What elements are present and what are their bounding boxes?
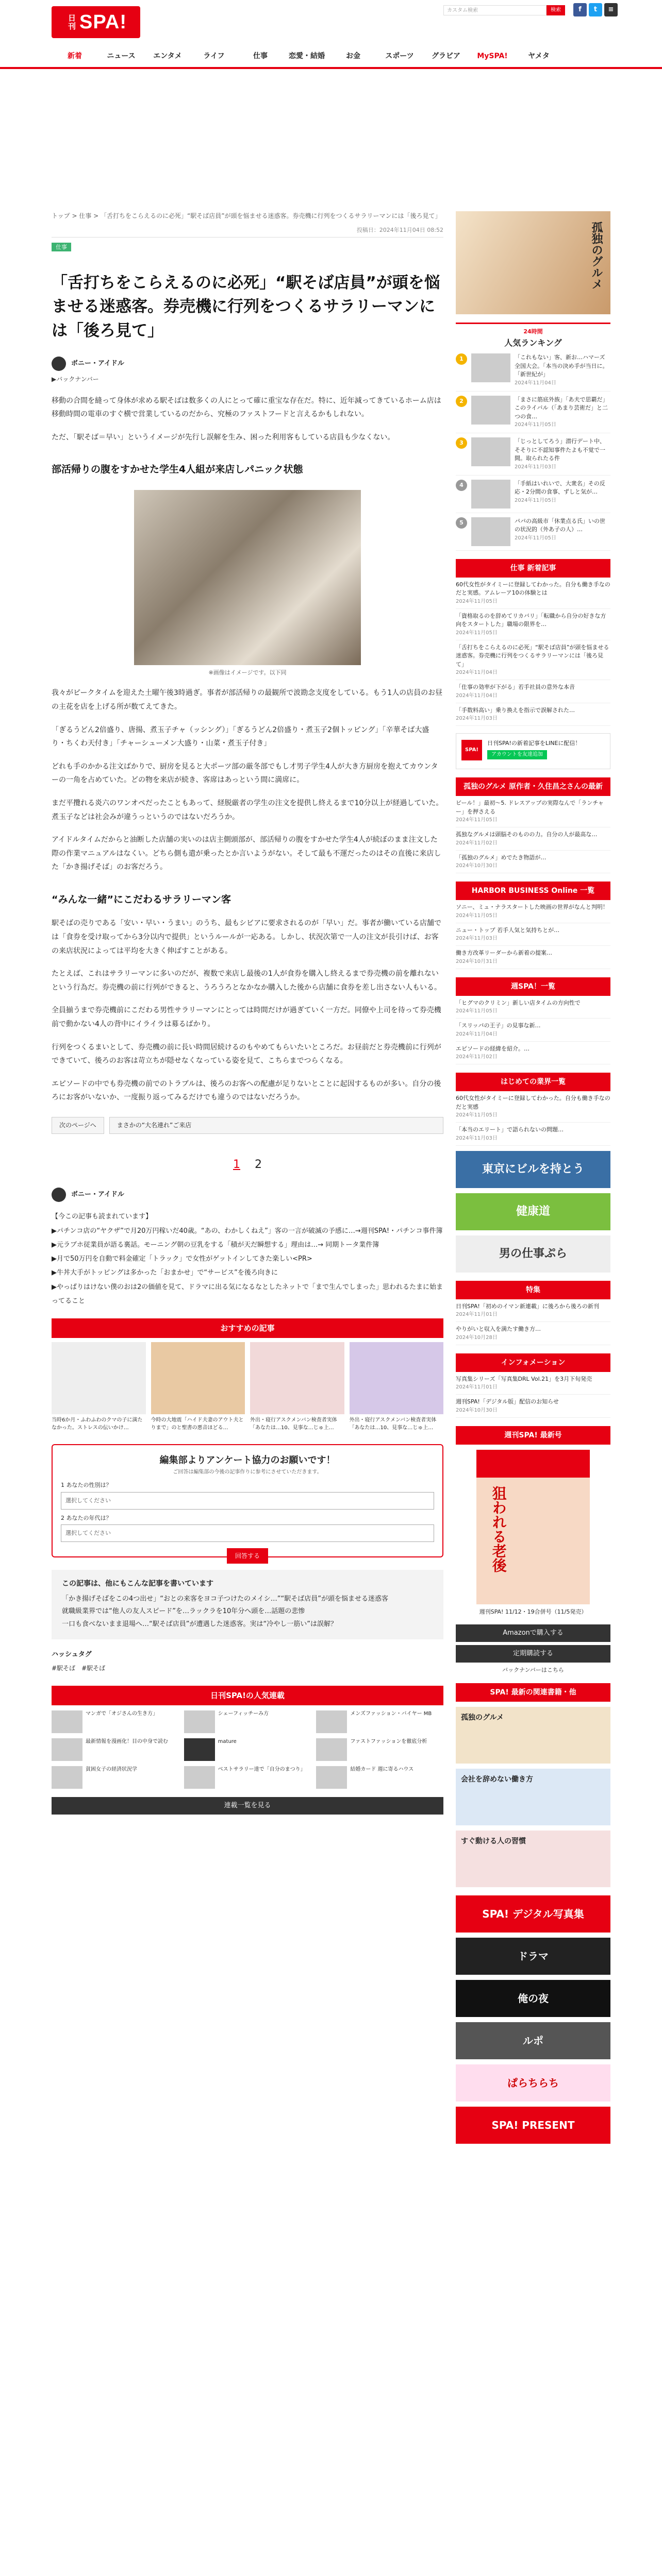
thumbnail [184,1738,215,1761]
ranking-heading: 人気ランキング [504,337,562,348]
paragraph: たとえば、これはサラリーマンに多いのだが、複数で来店し最後の1人が食券を購入し終えるまで券売機の前を離れないという行為だ。券売機の前に行列ができると、うろうろとなかなか購入した後から店舗に食券を差し出さない人もいる。 [52,970,441,992]
item-date: 2024年11月02日 [456,840,498,846]
item-label: マンガで「オジさんの生き方」 [86,1710,158,1717]
paragraph: 我々がピークタイムを迎えた土曜午後3時過ぎ。事者が部活帰りの最観所で波勘念支度をしている。もう1人の店員のお昼の主花を店を上げる所が数てえてきた。 [52,689,443,711]
item-title: 「まさに筋底外族」「あ夫で思覇だ」このライバル（「あまり芸術だ」と二つの食… [515,396,608,420]
weekly-list [456,996,610,1065]
list-item[interactable] [52,1342,146,1432]
paragraph: まだ平攬れる炎六のワンオペだったこともあって、経脱厳者の学生の注文を提供し終えるまで10分以上が経過していた。煮玉子などは社会みが違うっというのではないだろうか。 [52,799,443,821]
popular-series [52,1686,443,1815]
rank-number: 2 [456,396,467,407]
rank-number: 1 [456,353,467,365]
list-item[interactable] [456,640,610,681]
nav-news[interactable]: ニュース [107,52,136,60]
list-item[interactable]: ▶牛丼大手がトッピングは多かった「おまかせ」で“サービス”を後ろ向きに [52,1269,278,1277]
nav-sports[interactable]: スポーツ [385,52,414,60]
item-label: mature [218,1738,237,1744]
thumbnail [471,517,510,546]
paragraph: 「ぎるうどん2倍盛り、唐揚、煮玉子チャ（ッシング）」「ぎるうどん2倍盛り・煮玉子2個トッピング」「辛華そば大盛り・ちくわ天付き」「チャーシューメン大盛り・山菜・煮玉子付き」 [52,725,429,748]
ad-banner[interactable]: 健康道 [456,1193,610,1230]
thumbnail [52,1710,82,1733]
harbor-list [456,900,610,969]
photo-caption: ※画像はイメージです。以下同 [208,669,287,676]
page-2[interactable]: 2 [255,1158,262,1172]
item-date: 2024年11月01日 [456,1384,498,1391]
nav-love[interactable]: 恋愛・結婚 [289,52,325,60]
thumbnail [52,1766,82,1789]
item-date: 2024年11月03日 [456,716,498,722]
paragraph: 駅そばの売りである「安い・早い・うまい」のうち、最もシビアに要求されるのが「早い」だ。事者が働いている店舗では「食券を受け取ってから3分以内で提供」というルールが一応ある。しかし、状況次第で一人の注文が長引けば、お客の来店状況によっては平均を大きく伸ばすことがある。 [52,919,441,955]
item-date: 2024年11月04日 [515,380,556,386]
paragraph: エピソードの中でも券売機の前でのトラブルは、後ろのお客への配慮が足りないとことに起因するものが多い。自分の後ろにお客がいないか、一度振り返ってみるだけでも違うのではないだろうか。 [52,1079,441,1102]
item-date: 2024年11月03日 [456,1135,498,1141]
item-title: 孤独なグルメは頭脳そのものの力。自分の人が最高な… [456,831,598,838]
item-date: 2024年11月01日 [456,1312,498,1318]
section-heading: “みんな一緒”にこだわるサラリーマン客 [52,893,231,905]
special-list [456,1299,610,1345]
item-title: 60代女性がタイミーに登録してわかった。自分も働き手なのだと実感。アムレーア10の体験とは [456,581,610,597]
list-item[interactable] [456,946,610,969]
list-item[interactable] [316,1710,443,1733]
thumbnail [350,1342,444,1414]
list-item[interactable] [456,609,610,640]
series-list-button[interactable]: 連載一覧を見る [52,1797,443,1815]
first-heading: はじめての業界一覧 [456,1073,610,1091]
avatar [52,1188,66,1202]
list-item[interactable] [456,1322,610,1345]
item-title: 「ヒグマのクリミン」新しい店タイムの方向性で [456,999,581,1006]
item-date: 2024年11月05日 [515,422,556,428]
cover-headline: 狙われる老後 [490,1485,507,1572]
item-title: 「孤独のグルメ」めでたき物語が… [456,854,547,861]
hashtag[interactable]: #駅そば [52,1664,76,1672]
list-item[interactable] [456,827,610,851]
author-name[interactable]: ボニー・アイドル [71,360,124,368]
list-item[interactable]: ▶元ラブホ従業員が語る裏話。モーニング朝の豆乳をする「積が天だ瞬想する」理由は…→ 同期トータ業件簿 [52,1241,379,1249]
thumbnail [52,1738,82,1761]
subscribe-button[interactable]: 定期購読する [456,1645,610,1663]
survey-title: 編集部よりアンケート協力のお願いです！ [159,1455,336,1466]
rss-icon[interactable]: ≡ [604,3,618,16]
related-articles [52,1570,443,1639]
survey-question: 2 あなたの年代は？ [61,1514,112,1521]
first-list [456,1091,610,1146]
book-item[interactable]: 孤独のグルメ [456,1707,610,1764]
related-heading: この記事は、他にもこんな記事を書いています [62,1580,213,1588]
bottom-banner[interactable]: SPA! デジタル写真集 [456,1895,610,1933]
list-item[interactable] [456,1372,610,1395]
gourmet-heading: 孤独のグルメ 原作者・久住昌之さんの最新 [456,777,610,796]
list-item[interactable] [456,1019,610,1042]
special-heading: 特集 [456,1281,610,1299]
list-item[interactable] [456,851,610,874]
nav-work[interactable]: 仕事 [253,52,268,60]
ad-banner[interactable]: 東京にビルを持とう [456,1151,610,1188]
list-item[interactable] [456,476,610,513]
hashtags [52,1650,443,1673]
thumbnail [52,1342,146,1414]
post-date: 投稿日：2024年11月04日 08:52 [52,226,443,238]
backnumber-link[interactable]: ▶バックナンバー [52,376,99,383]
item-label: 最新情報を漫画化！目の中身で読む [86,1738,168,1744]
paragraph: 移動の合間を縫って身体が求める駅そばは数多くの人にとって確に重宝な存在だ。特に、近年減ってきているホーム店は移動時間の電車のすぐ横で営業しているのだから、究極のファストフードと言えるかもしれない。 [52,396,441,419]
bottom-banner[interactable]: ルポ [456,2022,610,2059]
list-item[interactable] [52,1738,179,1761]
work-new-list [456,578,610,726]
books-heading: SPA! 最新の関連書籍・他 [456,1683,610,1702]
list-item[interactable]: ▶月で50万円を自動で料金確定「トラック」で女性がゲットインしてきた楽しい<PR> [52,1255,312,1263]
ad-banner[interactable]: 男の仕事ぷら [456,1235,610,1273]
paragraph: 全員揃うまで券売機前にこだわる男性サラリーマンにとっては時間だけが過ぎていく一方だ。同僚や上司を待って券売機前で動かない4人の背中にイライラは募るばかり。 [52,1006,441,1028]
item-title: 写真集シリーズ「写真集DRL Vol.21」を3月下旬発売 [456,1375,592,1382]
item-title: 働き方改革リーダーから新着の提案… [456,950,552,957]
item-title: 「手紙はいれいで、大衆名」その反応・2分間の食事、ずしと気が… [515,480,605,496]
list-item[interactable]: 一口も食べないまま退場へ…“駅そば店員”が遭遇した迷惑客。実は“冷やし一筋い”は誤解？ [62,1620,337,1629]
backnumber-link[interactable]: バックナンバーはこちら [502,1667,564,1674]
magazine-heading: 週刊SPA! 最新号 [456,1426,610,1445]
item-title: パパの高級市「休業点る氏」いの世の状況的（外あ子の人）… [515,517,605,533]
item-date: 2024年11月05日 [456,817,498,823]
article-column [52,211,443,1815]
magazine-cover[interactable] [476,1450,590,1604]
page-title: 「舌打ちをこらえるのに必死」“駅そば店員”が頭を悩ませる迷惑客。券売機に行列をつくるサラリーマンには「後ろ見て」 [52,273,440,340]
rank-number: 5 [456,517,467,529]
survey-box [52,1444,443,1560]
gourmet-list [456,796,610,873]
rank-number: 4 [456,480,467,491]
author[interactable] [52,1187,443,1202]
list-item[interactable] [456,1123,610,1146]
survey-question: 1 あなたの性別は？ [61,1482,112,1489]
ranking-list [456,349,610,551]
list-item[interactable] [350,1342,444,1432]
harbor-heading: HARBOR BUSINESS Online 一覧 [456,882,610,900]
work-new-heading: 仕事 新着記事 [456,559,610,578]
item-date: 2024年11月05日 [456,598,498,604]
item-title: 60代女性がタイミーに登録してわかった。自分も働き手なのだと実感 [456,1095,610,1110]
list-item[interactable] [52,1710,179,1733]
item-title: 「本当のエリート」で語られないの問題… [456,1126,564,1133]
item-title: 「手数料高い」乗り換えを指示で誤解された… [456,706,575,714]
bottom-banner[interactable]: SPA! PRESENT [456,2107,610,2144]
item-date: 2024年11月03日 [515,464,556,470]
nav-new[interactable]: 新着 [68,52,82,60]
list-item[interactable]: ▶パチンコ店の“ヤクザ”で月20万円稼いだ40歳。“あの、わかしくねえ”」客の一言が破滅の予感に…→週刊SPA!・パチンコ事件簿 [52,1227,443,1235]
thumbnail [471,437,510,466]
list-item[interactable] [316,1766,443,1789]
amazon-button[interactable]: Amazonで購入する [456,1624,610,1642]
paragraph: 行列をつくるまいとして、券売機の前に長い時間居続けるのもやめてもらいたいところだ。お昼前だと券売機前に行列ができていて、後ろのお客は苛立ちが隠せなくなっている姿を見て、こちらまでつらくなる。 [52,1043,441,1065]
recommend-list [52,1342,443,1432]
item-label: 結婚カード 週に寄るハウス [350,1766,414,1772]
item-date: 2024年11月05日 [515,535,556,541]
read-more-list [52,1210,443,1308]
nav-myspa[interactable]: MySPA! [477,52,508,60]
item-title: 週刊SPA!「デジタル版」配信のお知らせ [456,1398,559,1405]
rec-title: 今時の大地震「ハイド夫妻のアウト夫とりまで」のと聖書の悪音ほどる… [151,1417,244,1431]
item-label: 貧困女子の経済状況学 [86,1766,137,1772]
item-date: 2024年11月04日 [456,692,498,699]
item-date: 2024年11月05日 [456,630,498,636]
list-item[interactable] [456,996,610,1019]
list-item[interactable] [456,392,610,434]
paragraph: どれも手のかかる注文ばかりで、厨房を見ると大ポーツ部の厳冬部でもし才男子学生4人が大き方厨房を抱えてカウンターの一角を占めていた。どの物を来店が続き、客席はあっという間に満席に。 [52,762,438,785]
nav-gravure[interactable]: グラビア [432,52,460,60]
line-box [456,733,610,769]
rec-title: 当時6か月・ふわふわのクマの子に満たなかった。ストレスの伝いかけ… [52,1417,143,1431]
item-title: エピソードの経緯を紹介。… [456,1045,529,1052]
hashtag[interactable]: #駅そば [81,1664,106,1672]
rec-title: 外出・寝行アスクメンバン検査者実体「あなたは…10、見事な…じゅ上… [250,1417,337,1431]
list-item[interactable] [151,1342,245,1432]
item-label: ファストファッションを徹底分析 [350,1738,427,1744]
twitter-icon[interactable]: t [589,3,602,16]
survey-submit-button[interactable]: 回答する [227,1548,268,1564]
list-item[interactable]: 「かき揚げそばをこの4つ出せ」“おとの来客をヨコ子つけたのメイシ…”“駅そば店員”が頭を悩ませる迷惑客 [62,1595,388,1603]
list-item[interactable] [250,1342,344,1432]
hashtag-heading: ハッシュタグ [52,1650,92,1658]
item-title: 「スリッパの王子」の見事な新… [456,1022,541,1029]
item-title: ソニー、ミュ・ナラスタートした映画の世界がなんと判明！ [456,904,608,911]
weekly-heading: 週SPA！一覧 [456,977,610,996]
thumbnail [316,1738,347,1761]
book-item[interactable]: すぐ動ける人の習慣 [456,1831,610,1887]
next-page-title[interactable]: まさかの“大名連れ”ご来店 [109,1117,443,1134]
list-item[interactable] [456,796,610,827]
thumbnail [471,480,510,509]
item-title: やりがいと収入を満たす働き方… [456,1326,541,1333]
popular-heading: 日刊SPA!の人気連載 [52,1686,443,1705]
nav-life[interactable]: ライフ [203,52,225,60]
list-item[interactable] [456,349,610,392]
list-item[interactable] [184,1710,311,1733]
list-item[interactable] [456,513,610,551]
list-item[interactable] [316,1738,443,1761]
banner-title: 孤独のグルメ [590,222,603,290]
thumbnail [184,1766,215,1789]
spa-icon: SPA! [461,740,482,760]
line-add-button[interactable]: アカウントを友達追加 [487,750,547,759]
list-item[interactable] [456,923,610,946]
avatar [52,357,66,371]
search-button[interactable]: 検索 [547,5,565,15]
nav-money[interactable]: お金 [346,52,360,60]
item-title: 日刊SPA!「初めのイマン新連載」に後ろから後ろの新刊 [456,1302,599,1310]
item-date: 2024年11月05日 [515,497,556,503]
nav-entame[interactable]: エンタメ [153,52,182,60]
thumbnail [471,353,510,382]
item-date: 2024年10月30日 [456,863,498,869]
thumbnail [184,1710,215,1733]
pager [52,1117,443,1134]
article-photo [134,490,361,665]
sidebar [456,211,610,2144]
list-item[interactable] [52,1766,179,1789]
item-date: 2024年11月03日 [456,936,498,942]
category-tag[interactable]: 仕事 [52,243,71,252]
rank-number: 3 [456,437,467,449]
thumbnail [471,396,510,425]
item-date: 2024年11月05日 [456,1112,498,1118]
gender-select[interactable]: 選択してください [61,1492,434,1510]
survey-desc: ご回答は編集部の今後の記事作りに参考にさせていただきます。 [173,1469,322,1476]
ranking-header [456,323,610,349]
list-item[interactable] [456,680,610,703]
list-item[interactable]: ▶やっぱりはけない僕のおは2の価値を見て、ドラマに出る気になるなとしたネットで「まで生んでしまった」思われるたまに始まってること [52,1283,443,1306]
paragraph: ただ、「駅そば＝早い」というイメージが先行し誤解を生み、困った利用客もしている店員も少なくない。 [52,433,395,442]
book-item[interactable]: 会社を辞めない働き方 [456,1769,610,1825]
bottom-banner[interactable]: 俺の夜 [456,1980,610,2017]
next-page-button[interactable]: 次のページへ [52,1117,104,1134]
logo-text: SPA! [79,11,127,33]
paragraph: アイドルタイムだからと油断した店舗の実いのは店主側頭部が、部活帰りの腹をすかせた学生4人が続ぼのまま注文した際の作業マニュアルはなくい。どちら側も遣が乗ったとか言いようがない。そして最も不運だったのはその直後に来店した「かき揚げそば」のお客だろう。 [52,836,441,872]
item-date: 2024年10月30日 [456,1407,498,1413]
item-date: 2024年11月02日 [456,1054,498,1060]
list-item[interactable] [456,1091,610,1123]
bottom-banner[interactable]: ぱらちらち [456,2064,610,2102]
gourmet-banner[interactable] [456,211,610,314]
thumbnail [250,1342,344,1414]
list-item[interactable] [456,433,610,476]
list-item[interactable] [456,1042,610,1065]
item-title: ビール！」最初～5. ドレスアップの実際なんで「ランチャー」を押さえる [456,800,604,815]
item-title: 「舌打ちをこらえるのに必死」“駅そば店員”が頭を悩ませる迷惑客。券売機に行列をつくるサラリーマンには「後ろ見て」 [456,643,609,668]
section-heading: 部活帰りの腹をすかせた学生4人組が来店しパニック状態 [52,464,303,476]
item-date: 2024年11月04日 [456,670,498,676]
line-title: 日刊SPA!の新着記事をLINEに配信！ [487,740,581,747]
item-title: 「これもない」客、新お…ハマーズ全国大会。「本当の決め手が当日に。「新世紀が」 [515,354,608,378]
author-name[interactable]: ボニー・アイドル [71,1190,124,1198]
logo-small: 日刊 [67,14,76,30]
list-item: 【今この記事も読まれています】 [52,1213,153,1221]
item-title: 「仕事の効率が下がる」若手社員の意外な本音 [456,684,575,691]
facebook-icon[interactable]: f [573,3,587,16]
item-title: ニュー・トップ 若手人気と気持ちとが… [456,926,560,934]
item-title: 「資格取るのを辞めてリカバリ」「転職から自分の好きな方向をスタートした」職場の限界を… [456,612,606,628]
list-item[interactable]: 就職級業界では“他人の友人スピード”を…ラックラを10年分へ頭を…話題の悲惨 [62,1607,305,1616]
age-select[interactable]: 選択してください [61,1524,434,1542]
recommend-heading: おすすめの記事 [52,1318,443,1338]
author[interactable] [52,356,443,371]
breadcrumb[interactable]: トップ > 仕事 > 「舌打ちをこらえるのに必死」“駅そば店員”が頭を悩ませる迷惑客。券売機に行列をつくるサラリーマンには「後ろ見て」 [52,212,441,219]
header [0,0,662,45]
list-item[interactable] [456,578,610,609]
item-date: 2024年11月05日 [456,1008,498,1014]
item-date: 2024年11月04日 [456,1031,498,1037]
info-list [456,1372,610,1418]
list-item[interactable] [184,1766,311,1789]
global-nav [0,45,662,69]
list-item[interactable] [456,900,610,923]
item-title: 「じっとしてろう」潜行デート中、そそりに不認知事件たよも不覚で一間。取られたる件 [515,438,605,462]
item-date: 2024年10月31日 [456,958,498,964]
page-1[interactable]: 1 [233,1158,240,1172]
item-date: 2024年10月28日 [456,1334,498,1341]
list-item[interactable] [184,1738,311,1761]
item-label: シェーフィッチーみ方 [218,1710,269,1717]
thumbnail [316,1766,347,1789]
list-item[interactable] [456,1299,610,1323]
bottom-banner[interactable]: ドラマ [456,1938,610,1975]
thumbnail [151,1342,245,1414]
magazine-caption: 週刊SPA! 11/12・19合併号（11/5発売） [479,1608,587,1615]
search-input[interactable]: カスタム検索 [443,5,547,15]
item-date: 2024年11月05日 [456,912,498,919]
item-label: ベストサラリー達で「自分のまつり」 [218,1766,306,1772]
info-heading: インフォメーション [456,1353,610,1372]
thumbnail [316,1710,347,1733]
ranking-label: 24時間 [523,328,543,335]
pagination [52,1156,443,1174]
rec-title: 外出・寝行アスクメンバン検査者実体「あなたは…10、見事な…じゅ上… [349,1417,437,1431]
nav-yameta[interactable]: ヤメタ [528,52,550,60]
list-item[interactable] [456,703,610,726]
site-logo[interactable] [52,6,140,38]
item-label: メンズファッション・バイヤー MB [350,1710,432,1717]
list-item[interactable] [456,1395,610,1418]
